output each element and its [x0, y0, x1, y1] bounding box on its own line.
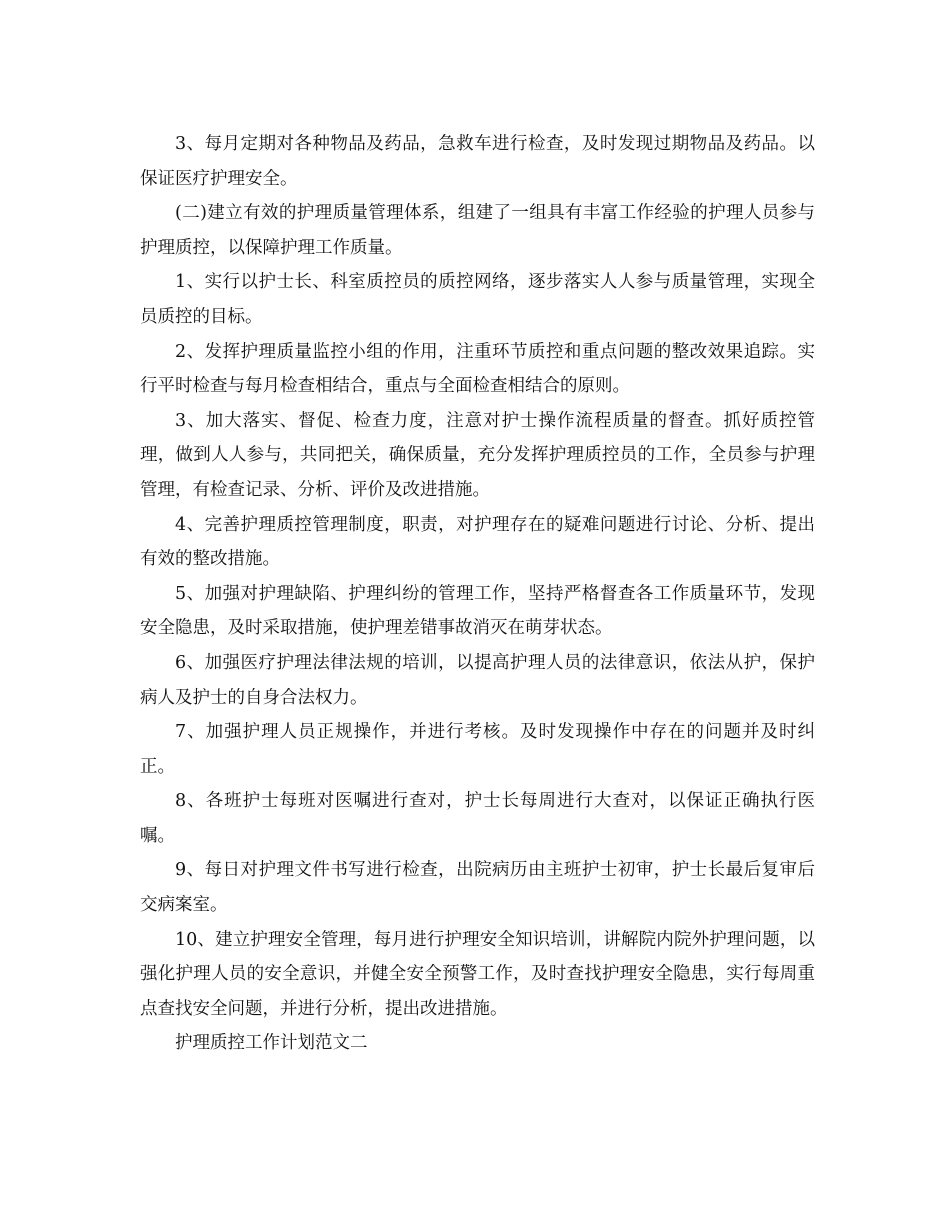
paragraph-item-6-legal-training: 6、加强医疗护理法律法规的培训，以提高护理人员的法律意识，依法从护，保护病人及护士的自身合法权力。 [140, 652, 815, 708]
paragraph-item-3-supplies-check: 3、每月定期对各种物品及药品，急救车进行检查，及时发现过期物品及药品。以保证医疗护理安全。 [140, 134, 815, 189]
paragraph-item-10-safety-management: 10、建立护理安全管理，每月进行护理安全知识培训，讲解院内院外护理问题，以强化护理人员的安全意识，并健全安全预警工作，及时查找护理安全隐患，实行每周重点查找安全问题，并进行分析，提出改进措施。 [140, 929, 815, 1019]
paragraph-item-4-management-system: 4、完善护理质控管理制度，职责，对护理存在的疑难问题进行讨论、分析、提出有效的整改措施。 [140, 514, 815, 570]
paragraph-item-8-order-check: 8、各班护士每班对医嘱进行查对，护士长每周进行大查对，以保证正确执行医嘱。 [140, 791, 815, 846]
document-body [140, 127, 815, 1061]
paragraph-item-1-quality-network: 1、实行以护士长、科室质控员的质控网络，逐步落实人人参与质量管理，实现全员质控的目标。 [140, 272, 815, 327]
paragraph-item-2-monitoring-group: 2、发挥护理质量监控小组的作用，注重环节质控和重点问题的整改效果追踪。实行平时检查与每月检查相结合，重点与全面检查相结合的原则。 [140, 341, 815, 397]
paragraph-item-7-standard-operation: 7、加强护理人员正规操作，并进行考核。及时发现操作中存在的问题并及时纠正。 [140, 722, 815, 777]
paragraph-item-9-document-check: 9、每日对护理文件书写进行检查，出院病历由主班护士初审，护士长最后复审后交病案室。 [140, 860, 815, 916]
paragraph-section-2-quality-system: (二)建立有效的护理质量管理体系，组建了一组具有丰富工作经验的护理人员参与护理质控，以保障护理工作质量。 [140, 203, 815, 258]
paragraph-item-3-supervision: 3、加大落实、督促、检查力度，注意对护士操作流程质量的督查。抓好质控管理，做到人人参与，共同把关，确保质量，充分发挥护理质控员的工作，全员参与护理管理，有检查记录、分析、评价及改进措施。 [140, 410, 815, 500]
section-heading-plan-sample-2: 护理质控工作计划范文二 [175, 1033, 368, 1054]
paragraph-item-5-defect-management: 5、加强对护理缺陷、护理纠纷的管理工作，坚持严格督查各工作质量环节，发现安全隐患，及时采取措施，使护理差错事故消灭在萌芽状态。 [140, 583, 815, 639]
